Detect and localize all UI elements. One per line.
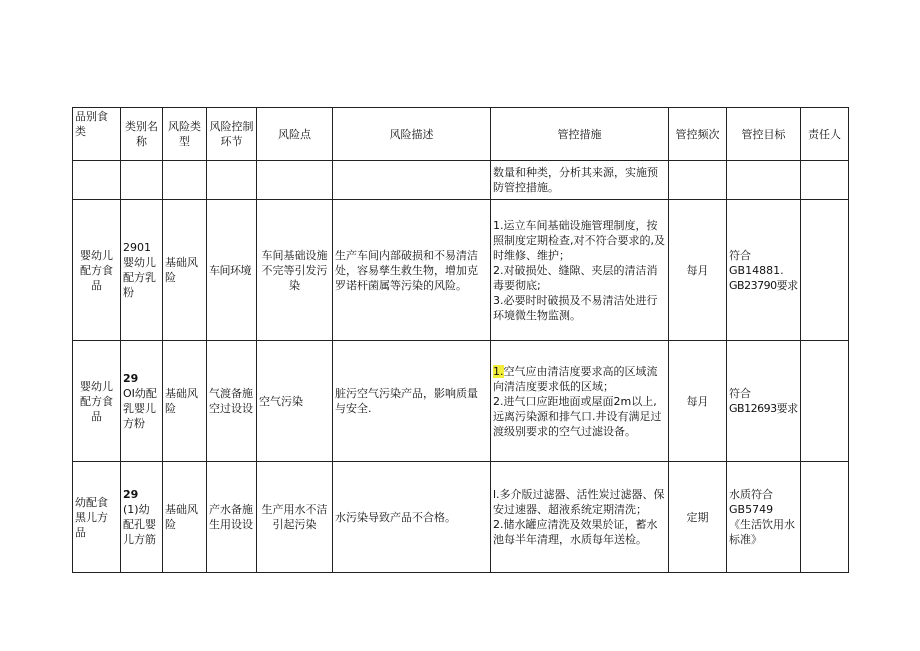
header-risk-desc: 风险描述 bbox=[333, 108, 491, 161]
header-control-step: 风险控制环节 bbox=[207, 108, 257, 161]
risk-point-cell: 车间基础设施不完等引发污染 bbox=[257, 200, 333, 341]
risk-type-cell: 基础风险 bbox=[163, 341, 207, 462]
target-line: GB23790要求 bbox=[729, 278, 798, 292]
target-line: 符合 bbox=[729, 248, 751, 262]
header-risk-point: 风险点 bbox=[257, 108, 333, 161]
risk-type-cell: 基础风险 bbox=[163, 462, 207, 573]
target-cell bbox=[727, 341, 801, 462]
owner-cell bbox=[801, 462, 849, 573]
frequency-cell: 每月 bbox=[669, 200, 727, 341]
target-cell bbox=[727, 462, 801, 573]
risk-desc-cell: 脏污空气污染产品，影响质量与安全. bbox=[333, 341, 491, 462]
header-category: 品别食类 bbox=[73, 108, 121, 161]
header-target: 管控目标 bbox=[727, 108, 801, 161]
target-line: 《生活饮用水标准》 bbox=[729, 518, 795, 546]
owner-cell bbox=[801, 341, 849, 462]
measures-cell bbox=[491, 341, 669, 462]
risk-desc-cell: 生产车间内部破损和不易清洁处，容易孳生救生物，增加克罗诺杆菌属等污染的风险。 bbox=[333, 200, 491, 341]
type-name-cell: 2901婴幼儿配方乳粉 bbox=[121, 200, 163, 341]
category-cell: 幼配食黑儿方品 bbox=[73, 462, 121, 573]
table-row bbox=[73, 341, 849, 462]
owner-cell bbox=[801, 200, 849, 341]
measure-line: 2.储水罐应清洗及效果於证，蓄水池每半年清理，水质每年送检。 bbox=[493, 518, 658, 546]
table-row bbox=[73, 462, 849, 573]
header-owner: 责任人 bbox=[801, 108, 849, 161]
measure-line: 1.运立车间基础设施管理制度，按照制度定期检查,对不符合要求的,及时维修、维护； bbox=[493, 218, 665, 262]
control-step-cell: 产水备施生用设设 bbox=[207, 462, 257, 573]
highlight-marker: 1. bbox=[493, 364, 504, 378]
measure-line: 2.对破损处、缝隙、夹层的清洁消毒要彻底; bbox=[493, 263, 658, 292]
control-step-cell: 车间环境 bbox=[207, 200, 257, 341]
risk-point-cell: 生产用水不洁引起污染 bbox=[257, 462, 333, 573]
measures-cell bbox=[491, 462, 669, 573]
table-row bbox=[73, 200, 849, 341]
category-cell: 婴幼儿配方食品 bbox=[73, 200, 121, 341]
type-name-cell bbox=[121, 462, 163, 573]
measures-cell bbox=[491, 200, 669, 341]
target-line: GB14881. bbox=[729, 263, 784, 277]
measure-line: 3.必要时时破损及不易清洁处进行环境微生物监测。 bbox=[493, 293, 658, 322]
type-number: 29 bbox=[123, 488, 139, 501]
risk-type-cell: 基础风险 bbox=[163, 200, 207, 341]
frequency-cell: 定期 bbox=[669, 462, 727, 573]
category-cell: 婴幼儿配方食品 bbox=[73, 341, 121, 462]
table-header-row bbox=[73, 108, 849, 161]
header-frequency: 管控频次 bbox=[669, 108, 727, 161]
header-type-name: 类别名称 bbox=[121, 108, 163, 161]
target-line: 水质符合 bbox=[729, 488, 773, 501]
header-risk-type: 风险类型 bbox=[163, 108, 207, 161]
risk-point-cell: 空气污染 bbox=[257, 341, 333, 462]
target-cell bbox=[727, 200, 801, 341]
risk-desc-cell: 水污染导致产品不合格。 bbox=[333, 462, 491, 573]
measure-line: l.多介版过滤器、活性炭过滤器、保安过速器、超液系统定期清洗； bbox=[493, 488, 665, 516]
target-line: GB5749 bbox=[729, 503, 774, 516]
frequency-cell: 每月 bbox=[669, 341, 727, 462]
type-name-text: OI幼配乳婴儿方粉 bbox=[123, 387, 157, 430]
measure-line: 数量和种类，分析其来源，实施预防管控措施。 bbox=[493, 166, 658, 194]
type-name-cell bbox=[121, 341, 163, 462]
measure-line: 2.进气口应距地面或屋面2m以上,远离污染源和排气口.井设有满足过渡级别要求的空气过滤设备。 bbox=[493, 394, 662, 438]
risk-control-table bbox=[72, 107, 849, 573]
target-line: 符合 bbox=[729, 387, 751, 400]
control-step-cell: 气渡备施空过设设 bbox=[207, 341, 257, 462]
type-number: 29 bbox=[123, 372, 139, 385]
table-row bbox=[73, 161, 849, 200]
measure-line: 空气应由清洁度要求高的区域流向清洁度要求低的区域； bbox=[493, 364, 658, 393]
type-name-text: (1)幼配孔婴儿方筋 bbox=[123, 503, 156, 546]
header-measures: 管控措施 bbox=[491, 108, 669, 161]
measures-cell bbox=[491, 161, 669, 200]
target-line: GB12693要求 bbox=[729, 402, 798, 415]
